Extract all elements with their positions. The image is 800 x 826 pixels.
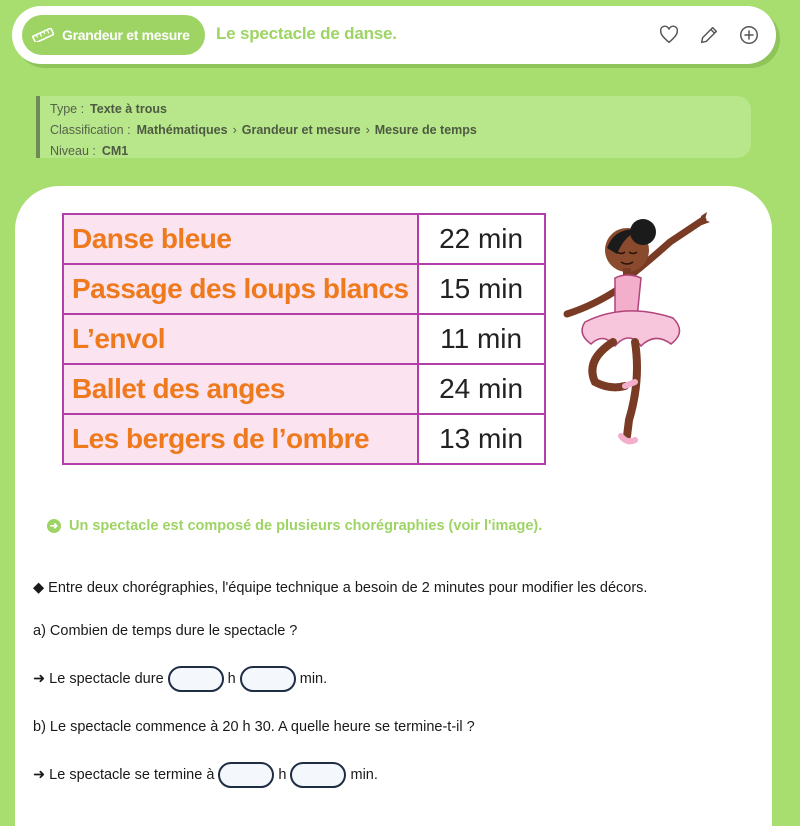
classification-item[interactable]: Grandeur et mesure [241, 123, 361, 137]
table-row [63, 414, 545, 464]
ruler-icon [32, 28, 54, 42]
table-row [63, 214, 545, 264]
hours-input[interactable] [168, 666, 224, 692]
chevron-right-icon: › [365, 123, 370, 137]
choreography-name: Passage des loups blancs [63, 264, 418, 314]
choreography-duration: 24 min [418, 364, 545, 414]
answer-b-row [33, 762, 378, 788]
type-row [50, 99, 751, 120]
choreography-duration: 15 min [418, 264, 545, 314]
choreography-name: Les bergers de l’ombre [63, 414, 418, 464]
minutes-input[interactable] [290, 762, 346, 788]
question-a: a) Combien de temps dure le spectacle ? [33, 623, 298, 639]
choreography-duration: 11 min [418, 314, 545, 364]
table-row [63, 264, 545, 314]
classification-item[interactable]: Mesure de temps [374, 123, 477, 137]
category-label: Grandeur et mesure [62, 27, 190, 43]
ballerina-illustration [555, 210, 715, 450]
type-label: Type : [50, 102, 85, 116]
exercise-header [12, 6, 776, 64]
choreography-duration: 22 min [418, 214, 545, 264]
unit-minutes: min. [299, 671, 328, 687]
table-row [63, 364, 545, 414]
classification-item[interactable]: Mathématiques [136, 123, 228, 137]
arrow-right-circle-icon: ➜ [47, 519, 61, 533]
classification-label: Classification : [50, 123, 131, 137]
choreography-duration: 13 min [418, 414, 545, 464]
level-label: Niveau : [50, 144, 96, 158]
intro-line [47, 518, 542, 534]
unit-hours: h [227, 671, 236, 687]
answer-b-prefix: ➜ Le spectacle se termine à [33, 767, 215, 783]
choreography-name: Danse bleue [63, 214, 418, 264]
chevron-right-icon: › [232, 123, 237, 137]
heart-icon[interactable] [658, 24, 680, 46]
statement-text: ◆ Entre deux chorégraphies, l'équipe technique a besoin de 2 minutes pour modifier les décors. [33, 580, 648, 596]
level-row [50, 141, 751, 162]
choreography-name: L’envol [63, 314, 418, 364]
unit-hours: h [278, 767, 287, 783]
choreography-table [62, 213, 546, 465]
exercise-metadata [36, 96, 751, 158]
exercise-title: Le spectacle de danse. [216, 24, 397, 43]
add-circle-icon[interactable] [738, 24, 760, 46]
hours-input[interactable] [218, 762, 274, 788]
pencil-icon[interactable] [698, 24, 720, 46]
minutes-input[interactable] [240, 666, 296, 692]
answer-a-row [33, 666, 327, 692]
question-b: b) Le spectacle commence à 20 h 30. A quelle heure se termine-t-il ? [33, 719, 475, 735]
type-value: Texte à trous [90, 102, 167, 116]
choreography-name: Ballet des anges [63, 364, 418, 414]
exercise-card [15, 186, 772, 826]
intro-text: Un spectacle est composé de plusieurs chorégraphies (voir l'image). [69, 518, 543, 534]
level-value: CM1 [101, 144, 129, 158]
unit-minutes: min. [350, 767, 378, 783]
classification-row [50, 120, 751, 141]
category-pill[interactable] [22, 15, 205, 55]
table-row [63, 314, 545, 364]
answer-a-prefix: ➜ Le spectacle dure [33, 671, 164, 687]
